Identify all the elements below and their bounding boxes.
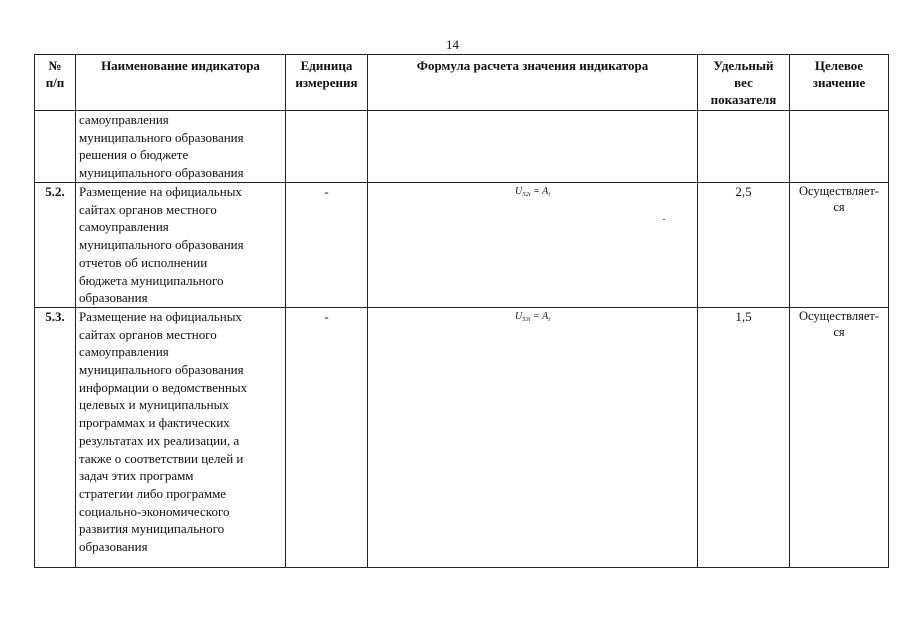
unit-cell: - bbox=[286, 183, 368, 308]
weight-cell bbox=[698, 111, 790, 183]
text-line: Размещение на официальных bbox=[79, 308, 242, 324]
row-number: 5.2. bbox=[35, 183, 76, 308]
text-line: Целевое bbox=[814, 58, 864, 73]
formula-lhs: U bbox=[514, 310, 523, 322]
formula-lhs-sub: 52i bbox=[522, 191, 531, 198]
header-target bbox=[790, 55, 889, 111]
formula-rhs-sub: i bbox=[548, 191, 551, 198]
indicator-name bbox=[76, 183, 286, 308]
formula-expression bbox=[515, 186, 550, 197]
table-header-row bbox=[35, 55, 889, 111]
text-line: также о соответствии целей и bbox=[79, 450, 244, 466]
text-line: Единица bbox=[300, 58, 353, 73]
text-line: вес bbox=[734, 75, 753, 90]
text-line: показателя bbox=[710, 92, 777, 107]
unit-cell: - bbox=[286, 307, 368, 567]
indicator-name bbox=[76, 111, 286, 183]
header-num bbox=[35, 55, 76, 111]
unit-cell bbox=[286, 111, 368, 183]
weight-cell: 2,5 bbox=[698, 183, 790, 308]
text-line: значение bbox=[812, 75, 866, 90]
indicators-table bbox=[34, 54, 889, 568]
text-line: Наименование индикатора bbox=[101, 58, 260, 73]
text-line: сайтах органов местного bbox=[79, 201, 217, 217]
text-line: образования bbox=[79, 290, 148, 306]
header-weight bbox=[698, 55, 790, 111]
text-line: Удельный bbox=[713, 58, 774, 73]
formula-lhs-sub: 53i bbox=[522, 315, 531, 323]
formula-cell bbox=[368, 111, 698, 183]
text-line: Осуществляет- bbox=[798, 308, 880, 323]
text-line: отчетов об исполнении bbox=[79, 254, 208, 270]
text-line: задач этих программ bbox=[79, 468, 194, 484]
scan-speck bbox=[663, 219, 665, 220]
table-row bbox=[35, 307, 889, 567]
text-line: программах и фактических bbox=[79, 415, 230, 431]
header-name bbox=[76, 55, 286, 111]
formula-equals: = bbox=[530, 186, 543, 197]
text-line: муниципального образования bbox=[79, 129, 244, 145]
text-line: социально-экономического bbox=[79, 503, 230, 519]
text-line: стратегии либо программе bbox=[79, 485, 227, 501]
row-number: 5.3. bbox=[35, 307, 76, 567]
text-line: ся bbox=[833, 324, 845, 339]
text-line: ся bbox=[833, 200, 845, 214]
text-line: образования bbox=[79, 539, 148, 555]
formula-rhs: A bbox=[542, 310, 549, 322]
text-line: решения о бюджете bbox=[79, 147, 189, 163]
formula-cell bbox=[368, 183, 698, 308]
text-line: Формула расчета значения индикатора bbox=[416, 58, 649, 73]
text-line: п/п bbox=[45, 75, 65, 90]
text-line: муниципального образования bbox=[79, 362, 244, 378]
formula-equals: = bbox=[530, 310, 543, 322]
text-line: измерения bbox=[295, 75, 358, 90]
header-formula bbox=[368, 55, 698, 111]
text-line: целевых и муниципальных bbox=[79, 397, 229, 413]
text-line: самоуправления bbox=[79, 112, 169, 127]
text-line: № bbox=[48, 58, 62, 73]
text-line: сайтах органов местного bbox=[79, 326, 217, 342]
target-cell bbox=[790, 111, 889, 183]
text-line: Размещение на официальных bbox=[79, 184, 242, 199]
weight-cell: 1,5 bbox=[698, 307, 790, 567]
header-unit bbox=[286, 55, 368, 111]
text-line: муниципального образования bbox=[79, 165, 244, 181]
formula-expression bbox=[515, 311, 550, 322]
target-cell bbox=[790, 183, 889, 308]
text-line: самоуправления bbox=[79, 344, 169, 360]
row-number bbox=[35, 111, 76, 183]
text-line: бюджета муниципального bbox=[79, 272, 224, 288]
formula-rhs: A bbox=[542, 186, 549, 197]
formula-lhs: U bbox=[514, 186, 523, 197]
formula-rhs-sub: i bbox=[548, 315, 551, 323]
text-line: результатах их реализации, а bbox=[79, 432, 240, 448]
text-line: Осуществляет- bbox=[798, 184, 880, 198]
table-row bbox=[35, 183, 889, 308]
table-row bbox=[35, 111, 889, 183]
page-number: 14 bbox=[446, 37, 459, 52]
target-cell bbox=[790, 307, 889, 567]
formula-cell bbox=[368, 307, 698, 567]
text-line: самоуправления bbox=[79, 219, 169, 235]
text-line: информации о ведомственных bbox=[79, 379, 248, 395]
text-line: муниципального образования bbox=[79, 237, 244, 253]
text-line: развития муниципального bbox=[79, 521, 225, 537]
indicator-name bbox=[76, 307, 286, 567]
